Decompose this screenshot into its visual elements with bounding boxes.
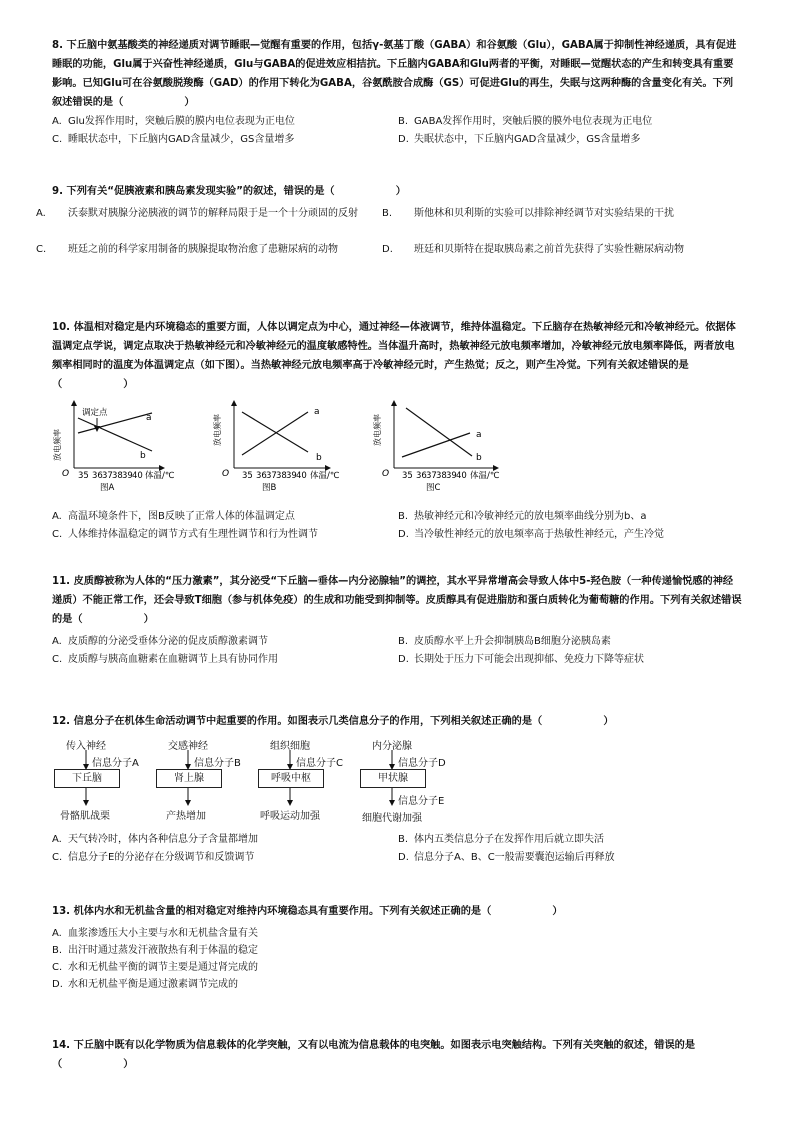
setpoint-label: 调定点 bbox=[82, 408, 108, 418]
svg-text:37: 37 bbox=[266, 471, 277, 481]
question-8 bbox=[52, 36, 742, 151]
curve-b bbox=[406, 408, 472, 456]
question-10-options bbox=[52, 508, 742, 546]
option-key: B. bbox=[398, 511, 409, 522]
options bbox=[52, 633, 742, 671]
question-10 bbox=[52, 318, 742, 394]
svg-text:36: 36 bbox=[92, 471, 103, 481]
caption-c: 图C bbox=[426, 483, 441, 493]
option-text: 斯他林和贝利斯的实验可以排除神经调节对实验结果的干扰 bbox=[414, 208, 674, 219]
option-d[interactable] bbox=[398, 849, 728, 866]
svg-text:39: 39 bbox=[122, 471, 133, 481]
question-stem: 8. 下丘脑中氨基酸类的神经递质对调节睡眠—觉醒有重要的作用，包括γ-氨基丁酸（GABA）和谷氨酸（Glu），GABA属于抑制性神经递质，具有促进睡眠的功能，Glu属于兴奋性神经递质，Glu与GABA的促进效应相拮抗。下丘脑内GABA和Glu两者的平衡，对睡眠—觉醒状态的产生和转变具有重要影响。已知Glu可在谷氨酸脱羧酶（GAD）的作用下转化为GABA，谷氨酰胺合成酶（GS）可促进Glu的再生，失眠与这两种酶的含量变化有关。下列叙述错误的是（ ） bbox=[52, 40, 737, 108]
svg-text:39: 39 bbox=[446, 471, 457, 481]
option-key: C. bbox=[52, 852, 63, 863]
option-key: C. bbox=[36, 244, 47, 255]
option-d[interactable] bbox=[398, 526, 728, 543]
option-b[interactable] bbox=[52, 942, 732, 959]
question-stem: 14. 下丘脑中既有以化学物质为信息载体的化学突触，又有以电流为信息载体的电突触。如图表示电突触结构。下列有关突触的叙述，错误的是（ ） bbox=[52, 1040, 696, 1070]
option-text: GABA发挥作用时，突触后膜的膜外电位表现为正电位 bbox=[414, 116, 653, 127]
effect-label: 呼吸运动加强 bbox=[260, 811, 320, 822]
curve-a-label: a bbox=[146, 413, 152, 423]
option-b[interactable] bbox=[398, 633, 728, 650]
svg-text:37: 37 bbox=[426, 471, 437, 481]
x-ticks bbox=[242, 471, 307, 481]
svg-text:38: 38 bbox=[436, 471, 447, 481]
option-text: 班廷之前的科学家用制备的胰腺提取物治愈了患糖尿病的动物 bbox=[68, 244, 338, 255]
option-key: A. bbox=[52, 928, 62, 939]
option-text: 体内五类信息分子在发挥作用后就立即失活 bbox=[414, 834, 604, 845]
option-text: 沃泰默对胰腺分泌胰液的调节的解释局限于是一个十分顽固的反射 bbox=[68, 208, 358, 219]
question-12 bbox=[52, 712, 742, 731]
signal-label: 信息分子B bbox=[194, 758, 241, 769]
option-text: 人体维持体温稳定的调节方式有生理性调节和行为性调节 bbox=[68, 529, 318, 540]
x-axis-label: 体温/℃ bbox=[145, 471, 175, 481]
option-key: B. bbox=[398, 116, 409, 127]
option-text: Glu发挥作用时，突触后膜的膜内电位表现为正电位 bbox=[68, 116, 295, 127]
svg-text:36: 36 bbox=[256, 471, 267, 481]
graph-c bbox=[372, 403, 500, 493]
option-text: 水和无机盐平衡是通过激素调节完成的 bbox=[68, 979, 238, 990]
y-axis-label: 放电频率 bbox=[53, 429, 62, 461]
option-text: 当冷敏性神经元的放电频率高于热敏性神经元，产生冷觉 bbox=[414, 529, 664, 540]
svg-text:40: 40 bbox=[132, 471, 143, 481]
y-axis-label: 放电频率 bbox=[213, 414, 222, 446]
option-key: B. bbox=[52, 945, 63, 956]
option-text: 睡眠状态中，下丘脑内GAD含量减少，GS含量增多 bbox=[68, 134, 295, 145]
option-text: 天气转冷时，体内各种信息分子含量都增加 bbox=[68, 834, 258, 845]
svg-text:35: 35 bbox=[78, 471, 89, 481]
option-a[interactable] bbox=[52, 113, 382, 130]
option-key: D. bbox=[398, 654, 409, 665]
effect-label: 骨骼肌战栗 bbox=[60, 811, 110, 822]
question-9 bbox=[36, 182, 742, 281]
caption-b: 图B bbox=[262, 483, 277, 493]
x-ticks bbox=[402, 471, 467, 481]
option-text: 失眠状态中，下丘脑内GAD含量减少，GS含量增多 bbox=[414, 134, 641, 145]
option-text: 皮质醇与胰高血糖素在血糖调节上具有协同作用 bbox=[68, 654, 278, 665]
svg-text:39: 39 bbox=[286, 471, 297, 481]
option-d[interactable] bbox=[398, 131, 728, 148]
option-key: D. bbox=[398, 529, 409, 540]
input-label: 传入神经 bbox=[66, 741, 106, 752]
option-a[interactable] bbox=[36, 205, 382, 222]
option-c[interactable] bbox=[52, 526, 382, 543]
option-text: 长期处于压力下可能会出现抑郁、免疫力下降等症状 bbox=[414, 654, 644, 665]
option-d[interactable] bbox=[398, 651, 728, 668]
option-key: D. bbox=[382, 244, 393, 255]
option-key: C. bbox=[52, 134, 63, 145]
option-a[interactable] bbox=[52, 831, 382, 848]
option-d[interactable] bbox=[52, 976, 732, 993]
option-c[interactable] bbox=[52, 849, 382, 866]
question-stem: 10. 体温相对稳定是内环境稳态的重要方面，人体以调定点为中心，通过神经—体液调节，维持体温稳定。下丘脑存在热敏神经元和冷敏神经元。依据体温调定点学说，调定点取决于热敏神经元和冷敏神经元的温度敏感特性。当体温升高时，热敏神经元放电频率增加，冷敏神经元放电频率降低，两者放电频率相同时的温度为体温调定点（如下图）。当热敏神经元放电频率高于冷敏神经元时，产生热觉；反之，则产生冷觉。下列有关叙述错误的是（ ） bbox=[52, 322, 736, 390]
option-text: 高温环境条件下，图B反映了正常人体的体温调定点 bbox=[68, 511, 295, 522]
curve-a-label: a bbox=[476, 430, 482, 440]
graph-b bbox=[212, 403, 340, 493]
input-label: 组织细胞 bbox=[270, 741, 310, 752]
question-11 bbox=[52, 572, 742, 671]
option-a[interactable] bbox=[52, 508, 382, 525]
x-axis-label: 体温/℃ bbox=[470, 471, 500, 481]
option-key: D. bbox=[398, 134, 409, 145]
question-14 bbox=[52, 1036, 742, 1074]
signal-label: 信息分子A bbox=[92, 758, 139, 769]
option-b[interactable] bbox=[398, 113, 728, 130]
effect-label: 产热增加 bbox=[166, 811, 206, 822]
option-b[interactable] bbox=[398, 508, 728, 525]
q12-diagram bbox=[52, 737, 472, 827]
option-c[interactable] bbox=[36, 241, 382, 258]
curve-a-label: a bbox=[314, 407, 320, 417]
option-text: 血浆渗透压大小主要与水和无机盐含量有关 bbox=[68, 928, 258, 939]
options bbox=[52, 925, 742, 993]
option-key: A. bbox=[36, 208, 46, 219]
options bbox=[52, 113, 742, 151]
option-c[interactable] bbox=[52, 651, 382, 668]
hypothalamus-box: 下丘脑 bbox=[54, 769, 120, 788]
origin-label: O bbox=[62, 469, 70, 479]
svg-text:35: 35 bbox=[402, 471, 413, 481]
curve-b-label: b bbox=[316, 453, 322, 463]
question-stem: 13. 机体内水和无机盐含量的相对稳定对维持内环境稳态具有重要作用。下列有关叙述正确的是（ ） bbox=[52, 906, 563, 917]
option-key: C. bbox=[52, 962, 63, 973]
curve-b-label: b bbox=[140, 451, 146, 461]
y-axis-label: 放电频率 bbox=[373, 414, 382, 446]
question-stem: 11. 皮质醇被称为人体的“压力激素”，其分泌受“下丘脑—垂体—内分泌腺轴”的调控，其水平异常增高会导致人体中5-羟色胺（一种传递愉悦感的神经递质）不能正常工作，还会导致T细胞（参与机体免疫）的生成和功能受到抑制等。皮质醇具有促进脂肪和蛋白质转化为葡萄糖的作用。下列有关叙述错误的是（ ） bbox=[52, 576, 742, 625]
option-key: B. bbox=[382, 208, 393, 219]
option-key: A. bbox=[52, 116, 62, 127]
svg-text:37: 37 bbox=[102, 471, 113, 481]
option-text: 热敏神经元和冷敏神经元的放电频率曲线分别为b、a bbox=[414, 511, 647, 522]
question-13 bbox=[52, 902, 742, 993]
origin-label: O bbox=[382, 469, 390, 479]
q10-graphs bbox=[52, 400, 502, 500]
signal-label: 信息分子C bbox=[296, 758, 343, 769]
signal-label: 信息分子D bbox=[398, 758, 446, 769]
svg-text:36: 36 bbox=[416, 471, 427, 481]
question-stem: 9. 下列有关“促胰液素和胰岛素发现实验”的叙述，错误的是（ ） bbox=[52, 186, 406, 197]
option-key: A. bbox=[52, 636, 62, 647]
option-key: B. bbox=[398, 834, 409, 845]
question-stem: 12. 信息分子在机体生命活动调节中起重要的作用。如图表示几类信息分子的作用，下列相关叙述正确的是（ ） bbox=[52, 716, 614, 727]
option-a[interactable] bbox=[52, 633, 382, 650]
option-key: A. bbox=[52, 834, 62, 845]
option-text: 皮质醇水平上升会抑制胰岛B细胞分泌胰岛素 bbox=[414, 636, 611, 647]
option-key: D. bbox=[398, 852, 409, 863]
svg-text:38: 38 bbox=[276, 471, 287, 481]
caption-a: 图A bbox=[100, 483, 115, 493]
thyroid-box: 甲状腺 bbox=[360, 769, 426, 788]
respiratory-center-box: 呼吸中枢 bbox=[258, 769, 324, 788]
curve-b-label: b bbox=[476, 453, 482, 463]
option-text: 皮质醇的分泌受垂体分泌的促皮质醇激素调节 bbox=[68, 636, 268, 647]
question-12-options bbox=[52, 831, 742, 869]
option-text: 信息分子E的分泌存在分级调节和反馈调节 bbox=[68, 852, 255, 863]
svg-text:40: 40 bbox=[296, 471, 307, 481]
options bbox=[36, 205, 742, 281]
option-key: C. bbox=[52, 654, 63, 665]
extra-signal-label: 信息分子E bbox=[398, 796, 445, 807]
option-c[interactable] bbox=[52, 959, 732, 976]
option-a[interactable] bbox=[52, 925, 732, 942]
option-text: 水和无机盐平衡的调节主要是通过肾完成的 bbox=[68, 962, 258, 973]
option-b[interactable] bbox=[398, 831, 728, 848]
svg-text:35: 35 bbox=[242, 471, 253, 481]
curve-a bbox=[402, 433, 470, 457]
option-text: 出汗时通过蒸发汗液散热有利于体温的稳定 bbox=[68, 945, 258, 956]
input-label: 交感神经 bbox=[168, 741, 208, 752]
option-c[interactable] bbox=[52, 131, 382, 148]
option-key: A. bbox=[52, 511, 62, 522]
option-key: C. bbox=[52, 529, 63, 540]
input-label: 内分泌腺 bbox=[372, 741, 412, 752]
svg-text:40: 40 bbox=[456, 471, 467, 481]
graph-a bbox=[52, 403, 175, 493]
option-text: 班廷和贝斯特在提取胰岛素之前首先获得了实验性糖尿病动物 bbox=[414, 244, 684, 255]
option-b[interactable] bbox=[382, 205, 728, 222]
effect-label: 细胞代谢加强 bbox=[362, 813, 422, 824]
option-d[interactable] bbox=[382, 241, 728, 258]
x-ticks bbox=[78, 471, 143, 481]
option-key: B. bbox=[398, 636, 409, 647]
svg-text:38: 38 bbox=[112, 471, 123, 481]
origin-label: O bbox=[222, 469, 230, 479]
option-key: D. bbox=[52, 979, 63, 990]
x-axis-label: 体温/℃ bbox=[310, 471, 340, 481]
option-text: 信息分子A、B、C一般需要囊泡运输后再释放 bbox=[414, 852, 615, 863]
adrenal-box: 肾上腺 bbox=[156, 769, 222, 788]
